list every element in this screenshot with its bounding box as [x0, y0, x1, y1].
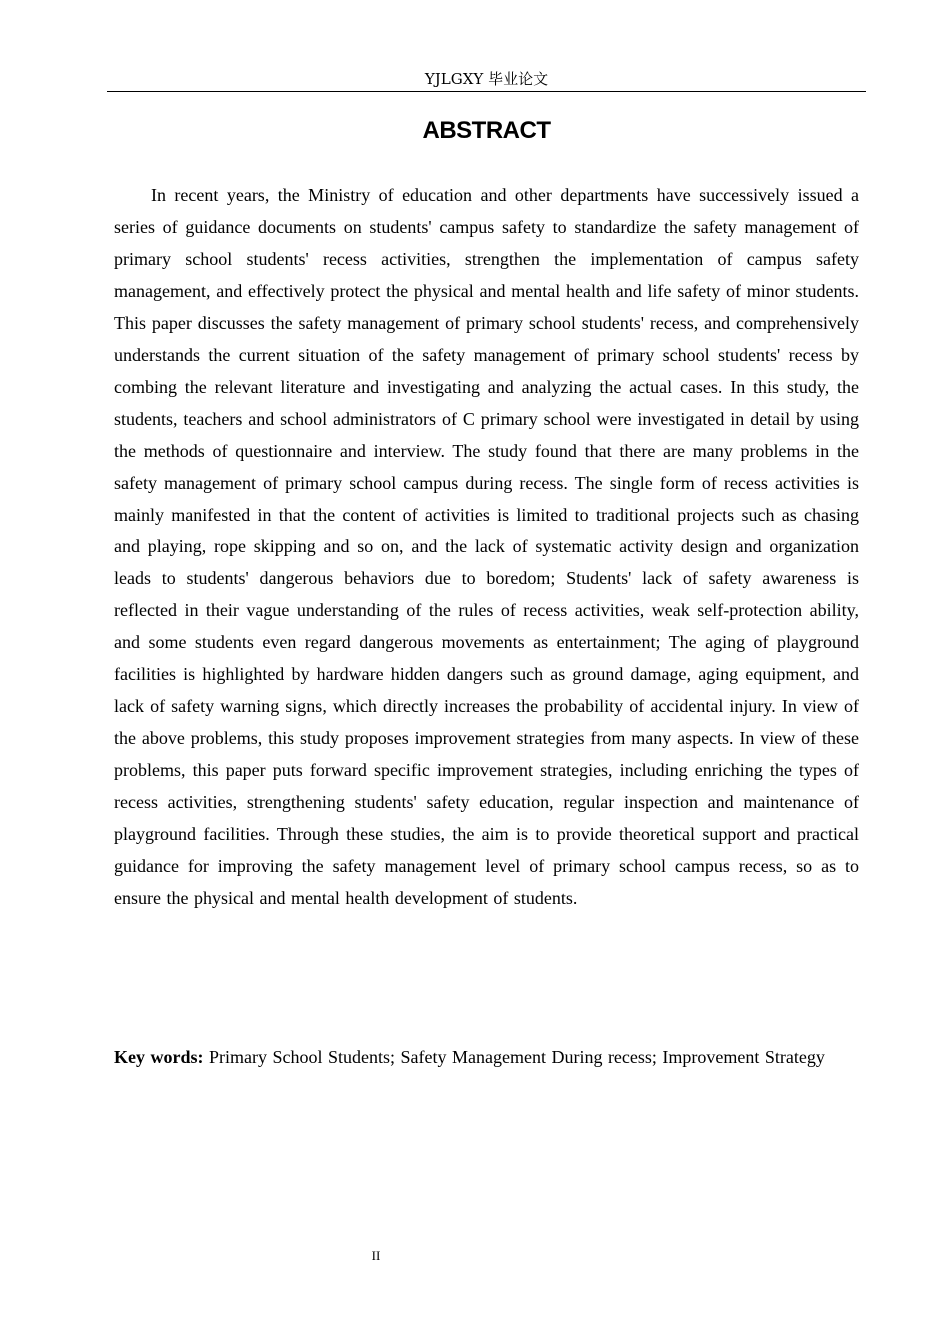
- running-header: YJLGXY 毕业论文: [424, 70, 549, 88]
- header-rule: [107, 91, 866, 92]
- abstract-body: In recent years, the Ministry of education and other departments have successively issued a series of guidance documents on students' campus safety to standardize the safety management of primary school students' recess activities, strengthen the implementation of campus safety management, and effectively protect the physical and mental health and life safety of minor students. This paper discusses the safety management of primary school students' recess, and comprehensively understands the current situation of the safety management of primary school students' recess by combing the relevant literature and investigating and analyzing the actual cases. In this study, the students, teachers and school administrators of C primary school were investigated in detail by using the methods of questionnaire and interview. The study found that there are many problems in the safety management of primary school campus during recess. The single form of recess activities is mainly manifested in that the content of activities is limited to traditional projects such as chasing and playing, rope skipping and so on, and the lack of systematic activity design and organization leads to students' dangerous behaviors due to boredom; Students' lack of safety awareness is reflected in their vague understanding of the rules of recess activities, weak self-protection ability, and some students even regard dangerous movements as entertainment; The aging of playground facilities is highlighted by hardware hidden dangers such as ground damage, aging equipment, and lack of safety warning signs, which directly increases the probability of accidental injury. In view of the above problems, this study proposes improvement strategies from many aspects. In view of these problems, this paper puts forward specific improvement strategies, including enriching the types of recess activities, strengthening students' safety education, regular inspection and maintenance of playground facilities. Through these studies, the aim is to provide theoretical support and practical guidance for improving the safety management level of primary school campus recess, so as to ensure the physical and mental health development of students.: [114, 185, 859, 908]
- keywords-label: Key words:: [114, 1047, 204, 1067]
- page-number: II: [371, 1248, 381, 1263]
- abstract-title: ABSTRACT: [422, 117, 551, 144]
- keywords-paragraph: [114, 1042, 859, 1074]
- keywords-text: Primary School Students; Safety Management During recess; Improvement Strategy: [209, 1047, 825, 1067]
